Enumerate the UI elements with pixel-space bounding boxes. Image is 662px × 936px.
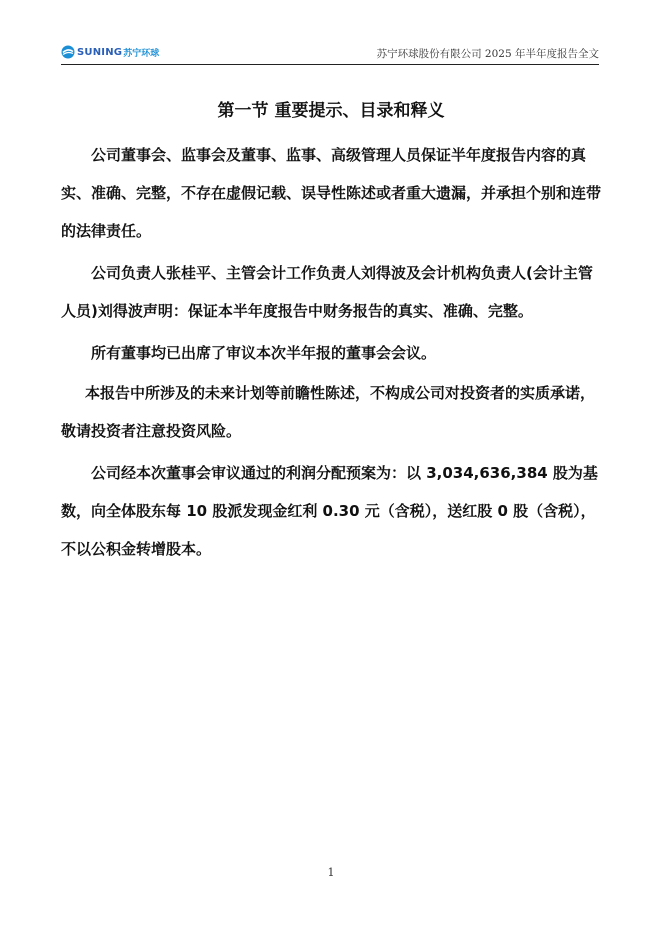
- document-title: 苏宁环球股份有限公司 2025 年半年度报告全文: [376, 48, 599, 60]
- paragraph-directors-attendance: 所有董事均已出席了审议本次半年报的董事会会议。: [91, 344, 437, 362]
- paragraph-forward-looking: 本报告中所涉及的未来计划等前瞻性陈述，不构成公司对投资者的实质承诺，敬请投资者注意投资风险。: [61, 384, 596, 440]
- page-header: [61, 40, 599, 65]
- logo-wordmark: SUNING: [77, 46, 123, 58]
- suning-logo: [61, 44, 159, 60]
- page-number: 1: [327, 866, 335, 879]
- paragraph-profit-distribution: 公司经本次董事会审议通过的利润分配预案为：以 3,034,636,384 股为基数，向全体股东每 10 股派发现金红利 0.30 元（含税），送红股 0 股（含税），不以公积金转增股本。: [61, 464, 598, 558]
- paragraph-responsible-persons: 公司负责人张桂平、主管会计工作负责人刘得波及会计机构负责人(会计主管人员)刘得波声明：保证本半年度报告中财务报告的真实、准确、完整。: [61, 264, 593, 320]
- paragraph-board-guarantee: 公司董事会、监事会及董事、监事、高级管理人员保证半年度报告内容的真实、准确、完整，不存在虚假记载、误导性陈述或者重大遗漏，并承担个别和连带的法律责任。: [61, 146, 602, 240]
- logo-chinese-name: 苏宁环球: [123, 48, 160, 59]
- section-title: 第一节 重要提示、目录和释义: [217, 101, 445, 121]
- suning-logo-icon: [61, 45, 75, 59]
